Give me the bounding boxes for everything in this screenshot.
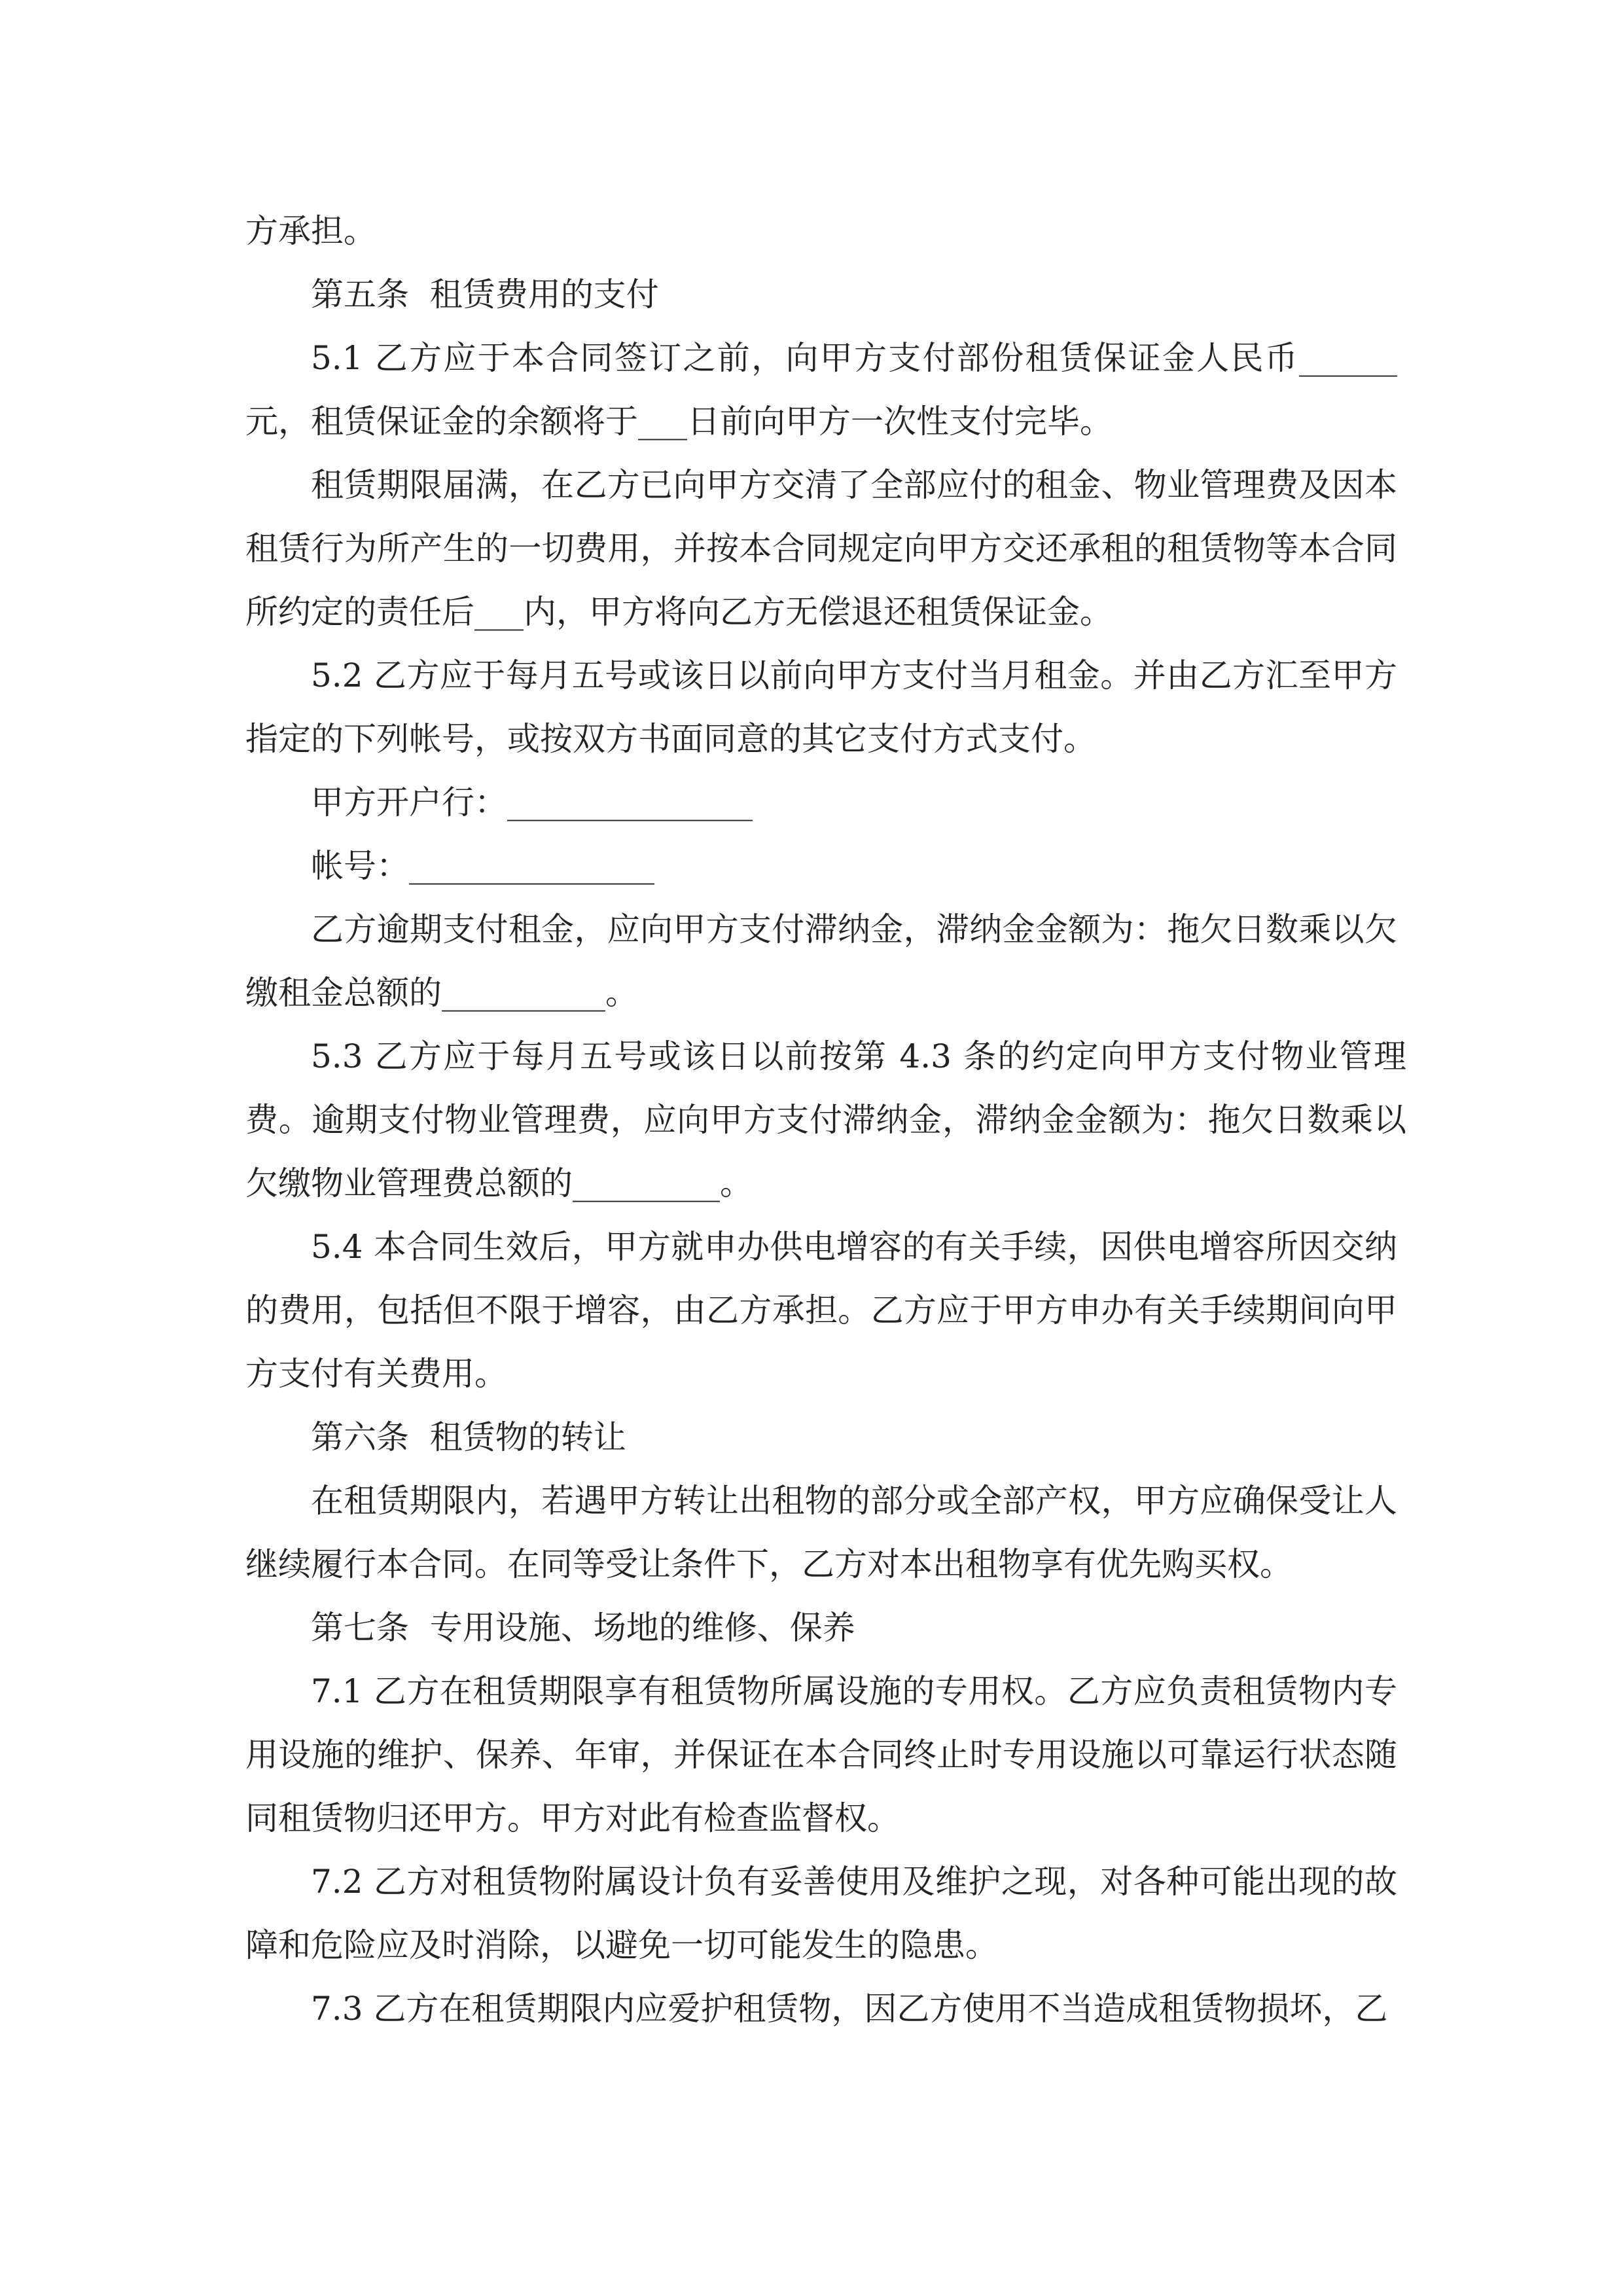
clause-5-1-deposit-refund: 租赁期限届满，在乙方已向甲方交清了全部应付的租金、物业管理费及因本租赁行为所产生的一切费用，并按本合同规定向甲方交还承租的租赁物等本合同所约定的责任后___内，甲方将向乙方无偿退还租赁保证金。 [245, 466, 1397, 631]
clause-5-1: 5.1 乙方应于本合同签订之前，向甲方支付部份租赁保证金人民币______元，租赁保证金的余额将于___日前向甲方一次性支付完毕。 [245, 339, 1397, 440]
document-body [245, 200, 1406, 2041]
clause-5-3: 5.3 乙方应于每月五号或该日以前按第 4.3 条的约定向甲方支付物业管理费。逾期支付物业管理费，应向甲方支付滞纳金，滞纳金金额为：拖欠日数乘以欠缴物业管理费总额的_________。 [245, 1037, 1406, 1202]
article-6-body: 在租赁期限内，若遇甲方转让出租物的部分或全部产权，甲方应确保受让人继续履行本合同。在同等受让条件下，乙方对本出租物享有优先购买权。 [245, 1482, 1397, 1583]
article-5-heading: 第五条 租赁费用的支付 [311, 276, 659, 314]
clause-7-1: 7.1 乙方在租赁期限享有租赁物所属设施的专用权。乙方应负责租赁物内专用设施的维护、保养、年审，并保证在本合同终止时专用设施以可靠运行状态随同租赁物归还甲方。甲方对此有检查监督权。 [245, 1672, 1397, 1837]
article-7-heading: 第七条 专用设施、场地的维修、保养 [311, 1609, 855, 1647]
clause-5-4: 5.4 本合同生效后，甲方就申办供电增容的有关手续，因供电增容所因交纳的费用，包括但不限于增容，由乙方承担。乙方应于甲方申办有关手续期间向甲方支付有关费用。 [245, 1228, 1397, 1393]
article-6-heading: 第六条 租赁物的转让 [311, 1418, 626, 1456]
late-rent-fee: 乙方逾期支付租金，应向甲方支付滞纳金，滞纳金金额为：拖欠日数乘以欠缴租金总额的__________。 [245, 910, 1397, 1012]
bank-line: 甲方开户行：_______________ [311, 783, 753, 821]
account-line: 帐号：_______________ [311, 847, 654, 885]
clause-7-2: 7.2 乙方对租赁物附属设计负有妥善使用及维护之现，对各种可能出现的故障和危险应及时消除，以避免一切可能发生的隐患。 [245, 1863, 1397, 1964]
clause-5-2: 5.2 乙方应于每月五号或该日以前向甲方支付当月租金。并由乙方汇至甲方指定的下列帐号，或按双方书面同意的其它支付方式支付。 [245, 656, 1397, 758]
clause-7-3: 7.3 乙方在租赁期限内应爱护租赁物，因乙方使用不当造成租赁物损坏，乙 [311, 1990, 1388, 2028]
paragraph-continuation: 方承担。 [245, 212, 376, 250]
